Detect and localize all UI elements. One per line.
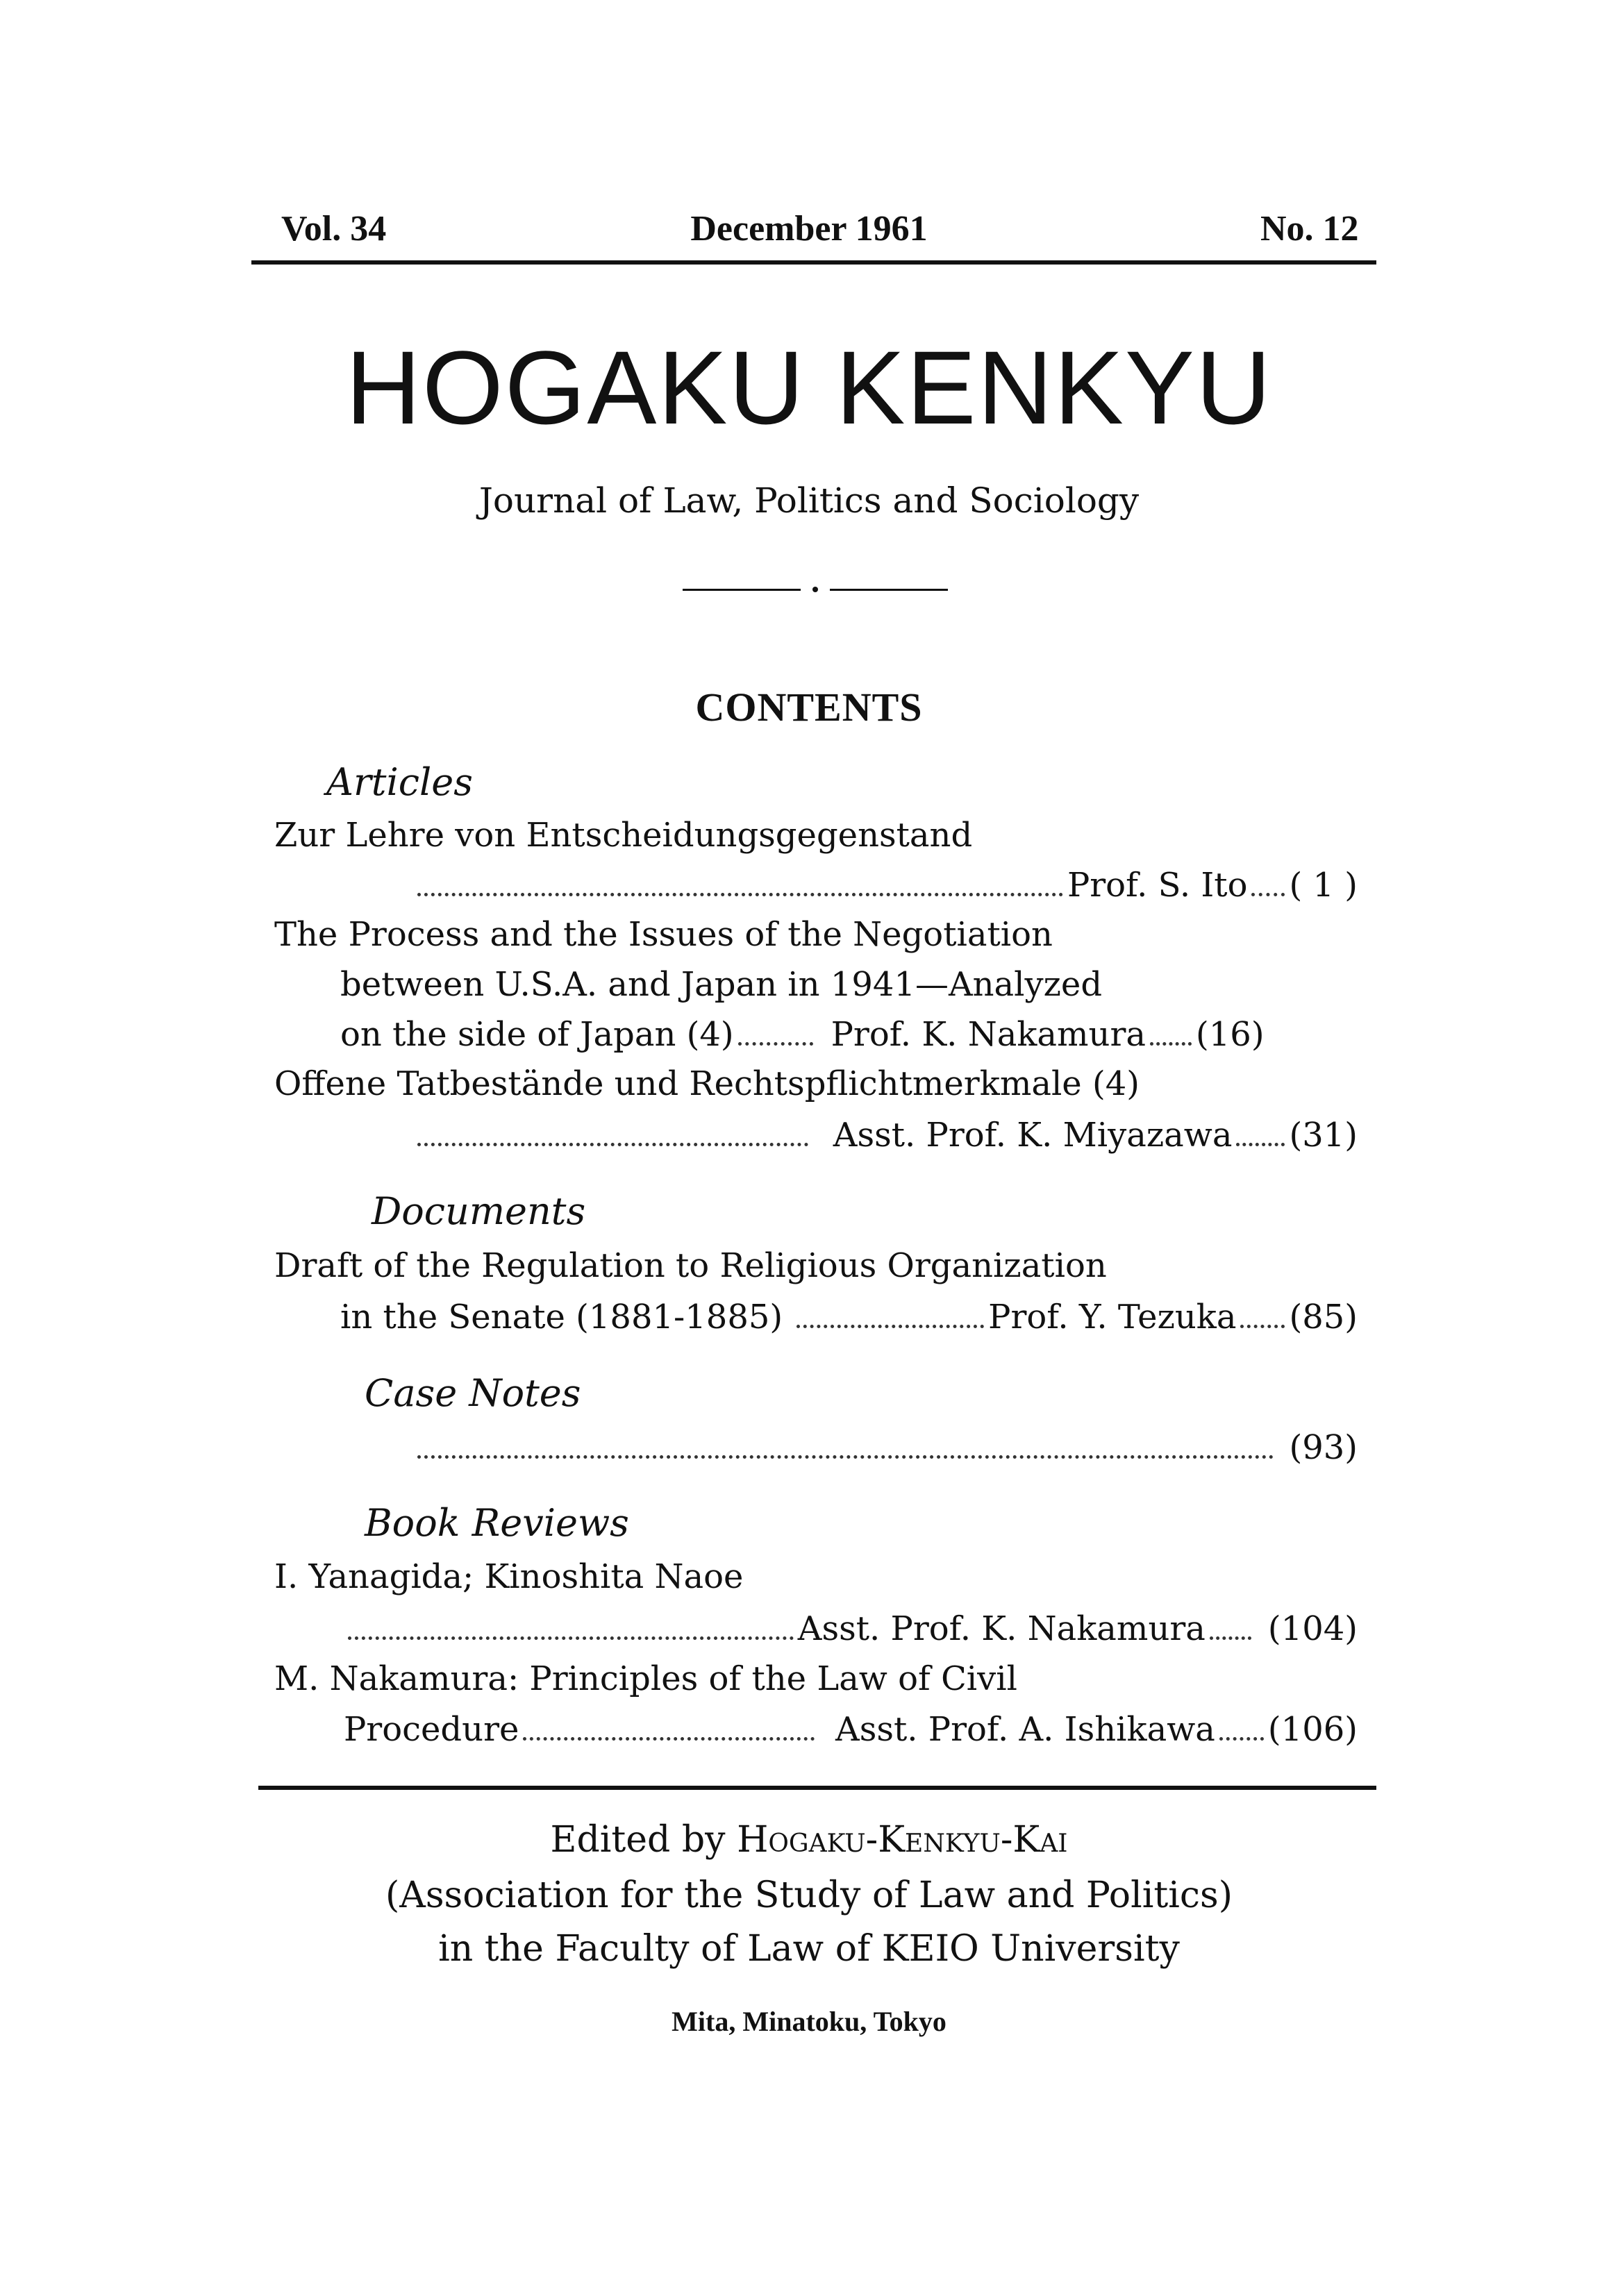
book-reviews-heading: Book Reviews xyxy=(365,1501,629,1545)
faculty-line: in the Faculty of Law of KEIO University xyxy=(438,1928,1180,1970)
article-3-title: Offene Tatbestände und Rechtspflichtmerkmale (4) xyxy=(274,1064,1140,1103)
article-3-page: (31) xyxy=(1289,1116,1358,1155)
article-2-line3: on the side of Japan (4) xyxy=(340,1015,734,1054)
header-rule xyxy=(251,260,1376,265)
association-line: (Association for the Study of Law and Politics) xyxy=(385,1875,1233,1916)
article-1-title: Zur Lehre von Entscheidungsgegenstand xyxy=(274,816,973,855)
review-2-page: (106) xyxy=(1267,1710,1358,1749)
articles-heading: Articles xyxy=(326,760,473,804)
article-2-page: (16) xyxy=(1196,1015,1265,1054)
editor-name: Hogaku-Kenkyu-Kai xyxy=(737,1819,1068,1861)
review-2-line1: M. Nakamura: Principles of the Law of Civil xyxy=(274,1659,1017,1698)
case-notes-entry xyxy=(413,1428,1358,1467)
document-1-line2: in the Senate (1881-1885) xyxy=(340,1298,783,1336)
article-2-entry xyxy=(340,1015,1358,1054)
documents-heading: Documents xyxy=(372,1189,586,1233)
article-3-entry xyxy=(413,1116,1358,1155)
article-3-author: Asst. Prof. K. Miyazawa xyxy=(833,1116,1233,1155)
journal-title: HOGAKU KENKYU xyxy=(345,329,1273,446)
review-1-title: I. Yanagida; Kinoshita Naoe xyxy=(274,1557,744,1596)
document-1-page: (85) xyxy=(1289,1298,1358,1336)
article-2-author: Prof. K. Nakamura xyxy=(831,1015,1146,1054)
document-1-line1: Draft of the Regulation to Religious Organization xyxy=(274,1246,1107,1285)
article-1-author: Prof. S. Ito xyxy=(1067,866,1248,905)
issue-number: No. 12 xyxy=(1260,209,1359,249)
review-2-entry xyxy=(344,1710,1358,1749)
review-2-line2: Procedure xyxy=(344,1710,519,1749)
article-1-entry xyxy=(413,866,1358,905)
article-2-line2: between U.S.A. and Japan in 1941—Analyzed xyxy=(340,965,1103,1004)
volume-label: Vol. 34 xyxy=(281,209,387,249)
contents-heading: CONTENTS xyxy=(695,685,923,730)
footer-rule xyxy=(258,1786,1376,1790)
issue-date: December 1961 xyxy=(690,209,928,249)
document-1-entry xyxy=(340,1298,1358,1336)
article-2-line1: The Process and the Issues of the Negotiation xyxy=(274,915,1053,954)
edited-prefix: Edited by xyxy=(550,1819,726,1861)
journal-subtitle: Journal of Law, Politics and Sociology xyxy=(478,480,1140,521)
review-2-author: Asst. Prof. A. Ishikawa xyxy=(835,1710,1215,1749)
edited-by-line xyxy=(0,1819,1618,1861)
document-1-author: Prof. Y. Tezuka xyxy=(988,1298,1237,1336)
review-1-page: (104) xyxy=(1267,1609,1358,1648)
review-1-entry xyxy=(344,1609,1358,1648)
article-1-page: ( 1 ) xyxy=(1289,866,1358,905)
case-notes-heading: Case Notes xyxy=(365,1371,581,1415)
review-1-author: Asst. Prof. K. Nakamura xyxy=(797,1609,1206,1648)
case-notes-page: (93) xyxy=(1289,1428,1358,1467)
address-line: Mita, Minatoku, Tokyo xyxy=(672,2006,946,2037)
